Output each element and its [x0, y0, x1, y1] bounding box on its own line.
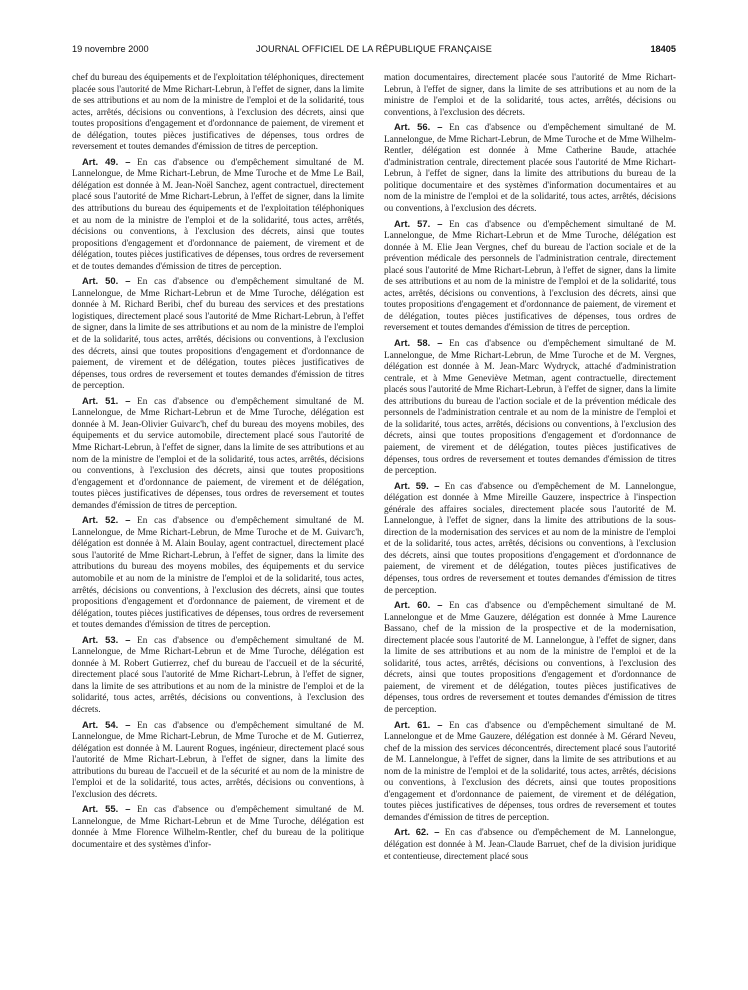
paragraph-text: chef du bureau des équipements et de l'exploitation téléphoniques, directement placée sous l'autorité de Mme Richart-Lebrun, à l'effet de signer, dans la limite de ses attributions et au nom de la ministre de l'emploi et de la solidarité, tous actes, arrêtés, décisions ou conventions, à l'exclusion des décrets, ainsi que toutes propositions d'engagement et d'ordonnance de paiement, de virement et de délégation, toutes pièces justificatives de dépenses, tous ordres de reversement et toutes demandes d'émission de titres de perception.	[72, 73, 364, 153]
article-text: En cas d'absence ou d'empêchement simultané de M. Lannelongue, de Mme Richart-Lebrun et de Mme Turoche, délégation est donnée à M. Jean-Olivier Guivarc'h, chef du bureau des moyens mobiles, des équipements et du service automobile, directement placé sous l'autorité de Mme Richart-Lebrun, à l'effet de signer, dans la limite de ses attributions et au nom de la ministre de l'emploi et de la solidarité, tous actes, arrêtés, décisions ou conventions, à l'exclusion des décrets, ainsi que toutes propositions d'engagement et d'ordonnance de paiement, de virement et de délégation, toutes pièces justificatives de dépenses, tous ordres de reversement et toutes demandes d'émission de titres de perception.	[72, 396, 364, 511]
article-label: Art. 51. –	[82, 394, 131, 406]
article-57	[384, 218, 676, 335]
right-column	[384, 73, 676, 973]
article-text: En cas d'absence ou d'empêchement de M. Lannelongue, délégation est donnée à Mme Mireille Gauzere, inspectrice à l'inspection générale des affaires sociales, directement placée sous l'autorité de M. Lannelongue, à l'effet de signer, dans la limite des attributions de la sous-direction de la modernisation des services et au nom de la ministre de l'emploi et de la solidarité, tous actes, arrêtés, décisions ou conventions, à l'exclusion des décrets, ainsi que toutes propositions d'engagement et d'ordonnance de paiement, de virement et de délégation, toutes pièces justificatives de dépenses, tous ordres de reversement et toutes demandes d'émission de titres de perception.	[384, 481, 676, 596]
article-58	[384, 337, 676, 478]
paragraph-text: mation documentaires, directement placée sous l'autorité de Mme Richart-Lebrun, à l'effet de signer, dans la limite de ses attributions et au nom de la ministre de l'emploi et de la solidarité, tous actes, arrêtés, décisions ou conventions, à l'exclusion des décrets.	[384, 73, 676, 118]
left-column	[72, 73, 364, 973]
article-text: En cas d'absence ou d'empêchement simultané de M. Lannelongue, de Mme Richart-Lebrun et de Mme Turoche, délégation est donnée à M. Richard Beribi, chef du bureau des services et des prestations logistiques, directement placé sous l'autorité de Mme Richart-Lebrun, à l'effet de signer, dans la limite de ses attributions et au nom de la ministre de l'emploi et de la solidarité, tous actes, arrêtés, décisions ou conventions, à l'exclusion des décrets, ainsi que toutes propositions d'engagement et d'ordonnance de paiement, de virement et de délégation, toutes pièces justificatives de dépenses, tous ordres de reversement et toutes demandes d'émission de titres de perception.	[72, 277, 364, 392]
article-text: En cas d'absence ou d'empêchement simultané de M. Lannelongue, de Mme Richart-Lebrun, de Mme Turoche et de M. Vergnes, délégation est donnée à M. Jean-Marc Wydryck, attaché d'administration centrale, et à Mme Geneviève Metman, agent contractuelle, directement placés sous l'autorité de Mme Richart-Lebrun, à l'effet de signer, dans la limite des attributions du bureau de l'action sociale et de la prévention médicale des personnels de l'administration centrale et au nom de la ministre de l'emploi et de la solidarité, tous actes, arrêtés, décisions ou conventions, à l'exclusion des décrets, ainsi que toutes propositions d'engagement et d'ordonnance de paiement, de virement et de délégation, toutes pièces justificatives de dépenses, tous ordres de reversement et toutes demandes d'émission de titres de perception.	[384, 339, 676, 477]
article-label: Art. 54. –	[82, 718, 131, 730]
article-text: En cas d'absence ou d'empêchement simultané de M. Lannelongue, de Mme Richart-Lebrun et de Mme Turoche, délégation est donnée à M. Elie Jean Vergnes, chef du bureau de l'action sociale et de la prévention médicale des personnels de l'administration centrale, directement placé sous l'autorité de Mme Richart-Lebrun, à l'effet de signer, dans la limite de ses attributions et au nom de la ministre de l'emploi et de la solidarité, tous actes, arrêtés, décisions ou conventions, à l'exclusion des décrets, ainsi que toutes propositions d'engagement et d'ordonnance de paiement, de virement et de délégation, toutes pièces justificatives de dépenses, tous ordres de reversement et toutes demandes d'émission de titres de perception.	[384, 219, 676, 334]
article-59	[384, 480, 676, 597]
article-label: Art. 59. –	[394, 479, 440, 491]
article-label: Art. 49. –	[82, 155, 131, 167]
article-text: En cas d'absence ou d'empêchement simultané de M. Lannelongue, de Mme Richart-Lebrun, de Mme Turoche et de M. Guivarc'h, délégation est donnée à M. Alain Boulay, agent contractuel, directement placé sous l'autorité de Mme Richart-Lebrun, à l'effet de signer, dans la limite des attributions du bureau des moyens mobiles, des équipements et du service automobile et au nom de la ministre de l'emploi et de la solidarité, tous actes, arrêtés, décisions ou conventions, à l'exclusion des décrets, ainsi que toutes propositions d'engagement et d'ordonnance de paiement, de virement et de délégation, toutes pièces justificatives de dépenses, tous ordres de reversement et toutes demandes d'émission de titres de perception.	[72, 516, 364, 631]
article-text: En cas d'absence ou d'empêchement simultané de M. Lannelongue, de Mme Richart-Lebrun, de Mme Turoche et de Mme Wilhelm-Rentler, délégation est donnée à Mme Catherine Baude, attachée d'administration centrale, directement placée sous l'autorité de Mme Richart-Lebrun, à l'effet de signer, dans la limite des attributions du bureau de la politique documentaire et des systèmes d'information documentaires et au nom de la ministre de l'emploi et de la solidarité, tous actes, arrêtés, décisions ou conventions, à l'exclusion des décrets.	[384, 123, 676, 215]
article-56	[384, 121, 676, 215]
article-label: Art. 57. –	[394, 217, 443, 229]
article-49	[72, 156, 364, 273]
journal-title: JOURNAL OFFICIEL DE LA RÉPUBLIQUE FRANÇAISE	[256, 44, 492, 54]
article-52	[72, 514, 364, 631]
issue-date: 19 novembre 2000	[72, 44, 149, 54]
article-50	[72, 275, 364, 392]
article-61	[384, 719, 676, 825]
article-label: Art. 60. –	[394, 599, 443, 611]
article-54	[72, 719, 364, 802]
article-label: Art. 55. –	[82, 803, 131, 815]
article-text: En cas d'absence ou d'empêchement simultané de M. Lannelongue et de Mme Gauzere, délégation est donnée à Mme Laurence Bassano, chef de la mission de la prospective et de la modernisation, directement placée sous l'autorité de M. Lannelongue, à l'effet de signer, dans la limite de ses attributions et au nom de la ministre de l'emploi et de la solidarité, tous actes, arrêtés, décisions ou conventions, à l'exclusion des décrets, ainsi que toutes propositions d'engagement et d'ordonnance de paiement, de virement et de délégation, toutes pièces justificatives de dépenses, tous ordres de reversement et toutes demandes d'émission de titres de perception.	[384, 601, 676, 715]
article-label: Art. 50. –	[82, 275, 131, 287]
article-53	[72, 634, 364, 717]
article-label: Art. 58. –	[394, 337, 443, 349]
article-60	[384, 599, 676, 716]
article-label: Art. 53. –	[82, 633, 131, 645]
page-header	[72, 44, 676, 58]
page-number: 18405	[650, 44, 676, 54]
article-text: En cas d'absence ou d'empêchement simultané de M. Lannelongue, de Mme Richart-Lebrun et de Mme Turoche, délégation est donnée à Mme Florence Wilhelm-Rentler, chef du bureau de la politique documentaire et des systèmes d'infor-	[72, 805, 364, 850]
article-text: En cas d'absence ou d'empêchement de M. Lannelongue, délégation est donnée à M. Jean-Claude Barruet, chef de la division juridique et contentieuse, directement placé sous	[384, 828, 676, 862]
article-label: Art. 52. –	[82, 514, 131, 526]
paragraph-continued	[72, 73, 364, 154]
article-55	[72, 803, 364, 851]
article-62	[384, 826, 676, 863]
paragraph-continued	[384, 73, 676, 119]
article-text: En cas d'absence ou d'empêchement simultané de M. Lannelongue, de Mme Richart-Lebrun, de Mme Turoche et de M. Gutierrez, délégation est donnée à M. Laurent Rogues, ingénieur, directement placé sous l'autorité de Mme Richart-Lebrun, à l'effet de signer, dans la limite des attributions du bureau de l'accueil et de la sécurité et au nom de la ministre de l'emploi et de la solidarité, tous actes, arrêtés, décisions ou conventions, à l'exclusion des décrets.	[72, 720, 364, 800]
article-text: En cas d'absence ou d'empêchement simultané de M. Lannelongue, de Mme Richart-Lebrun, de Mme Turoche et de Mme Le Bail, délégation est donnée à M. Jean-Noël Sanchez, agent contractuel, directement placé sous l'autorité de Mme Richart-Lebrun, à l'effet de signer, dans la limite des attributions du bureau des équipements et de l'exploitation téléphoniques et au nom de la ministre de l'emploi et de la solidarité, tous actes, arrêtés, décisions ou conventions, à l'exclusion des décrets, ainsi que toutes propositions d'engagement et d'ordonnance de paiement, de virement et de délégation, toutes pièces justificatives de dépenses, tous ordres de reversement et de toutes demandes d'émission de titres de perception.	[72, 157, 364, 272]
article-text: En cas d'absence ou d'empêchement simultané de M. Lannelongue et de Mme Gauzere, délégation est donnée à M. Gérard Neveu, chef de la mission des services déconcentrés, directement placé sous l'autorité de M. Lannelongue, à l'effet de signer, dans la limite de ses attributions et au nom de la ministre de l'emploi et de la solidarité, tous actes, arrêtés, décisions ou conventions, à l'exclusion des décrets, ainsi que toutes propositions d'engagement et d'ordonnance de paiement, de virement et de délégation, toutes pièces justificatives de dépenses, tous ordres de reversement et toutes demandes d'émission de titres de perception.	[384, 720, 676, 823]
article-label: Art. 62. –	[394, 826, 440, 838]
article-51	[72, 395, 364, 512]
article-text: En cas d'absence ou d'empêchement simultané de M. Lannelongue, de Mme Richart-Lebrun et de Mme Turoche, délégation est donnée à M. Robert Gutierrez, chef du bureau de l'accueil et de la sécurité, directement placé sous l'autorité de Mme Richart-Lebrun, à l'effet de signer, dans la limite de ses attributions et au nom de la ministre de l'emploi et de la solidarité, tous actes, arrêtés, décisions ou conventions, à l'exclusion des décrets.	[72, 635, 364, 715]
article-label: Art. 56. –	[394, 121, 443, 133]
article-label: Art. 61. –	[394, 718, 443, 730]
